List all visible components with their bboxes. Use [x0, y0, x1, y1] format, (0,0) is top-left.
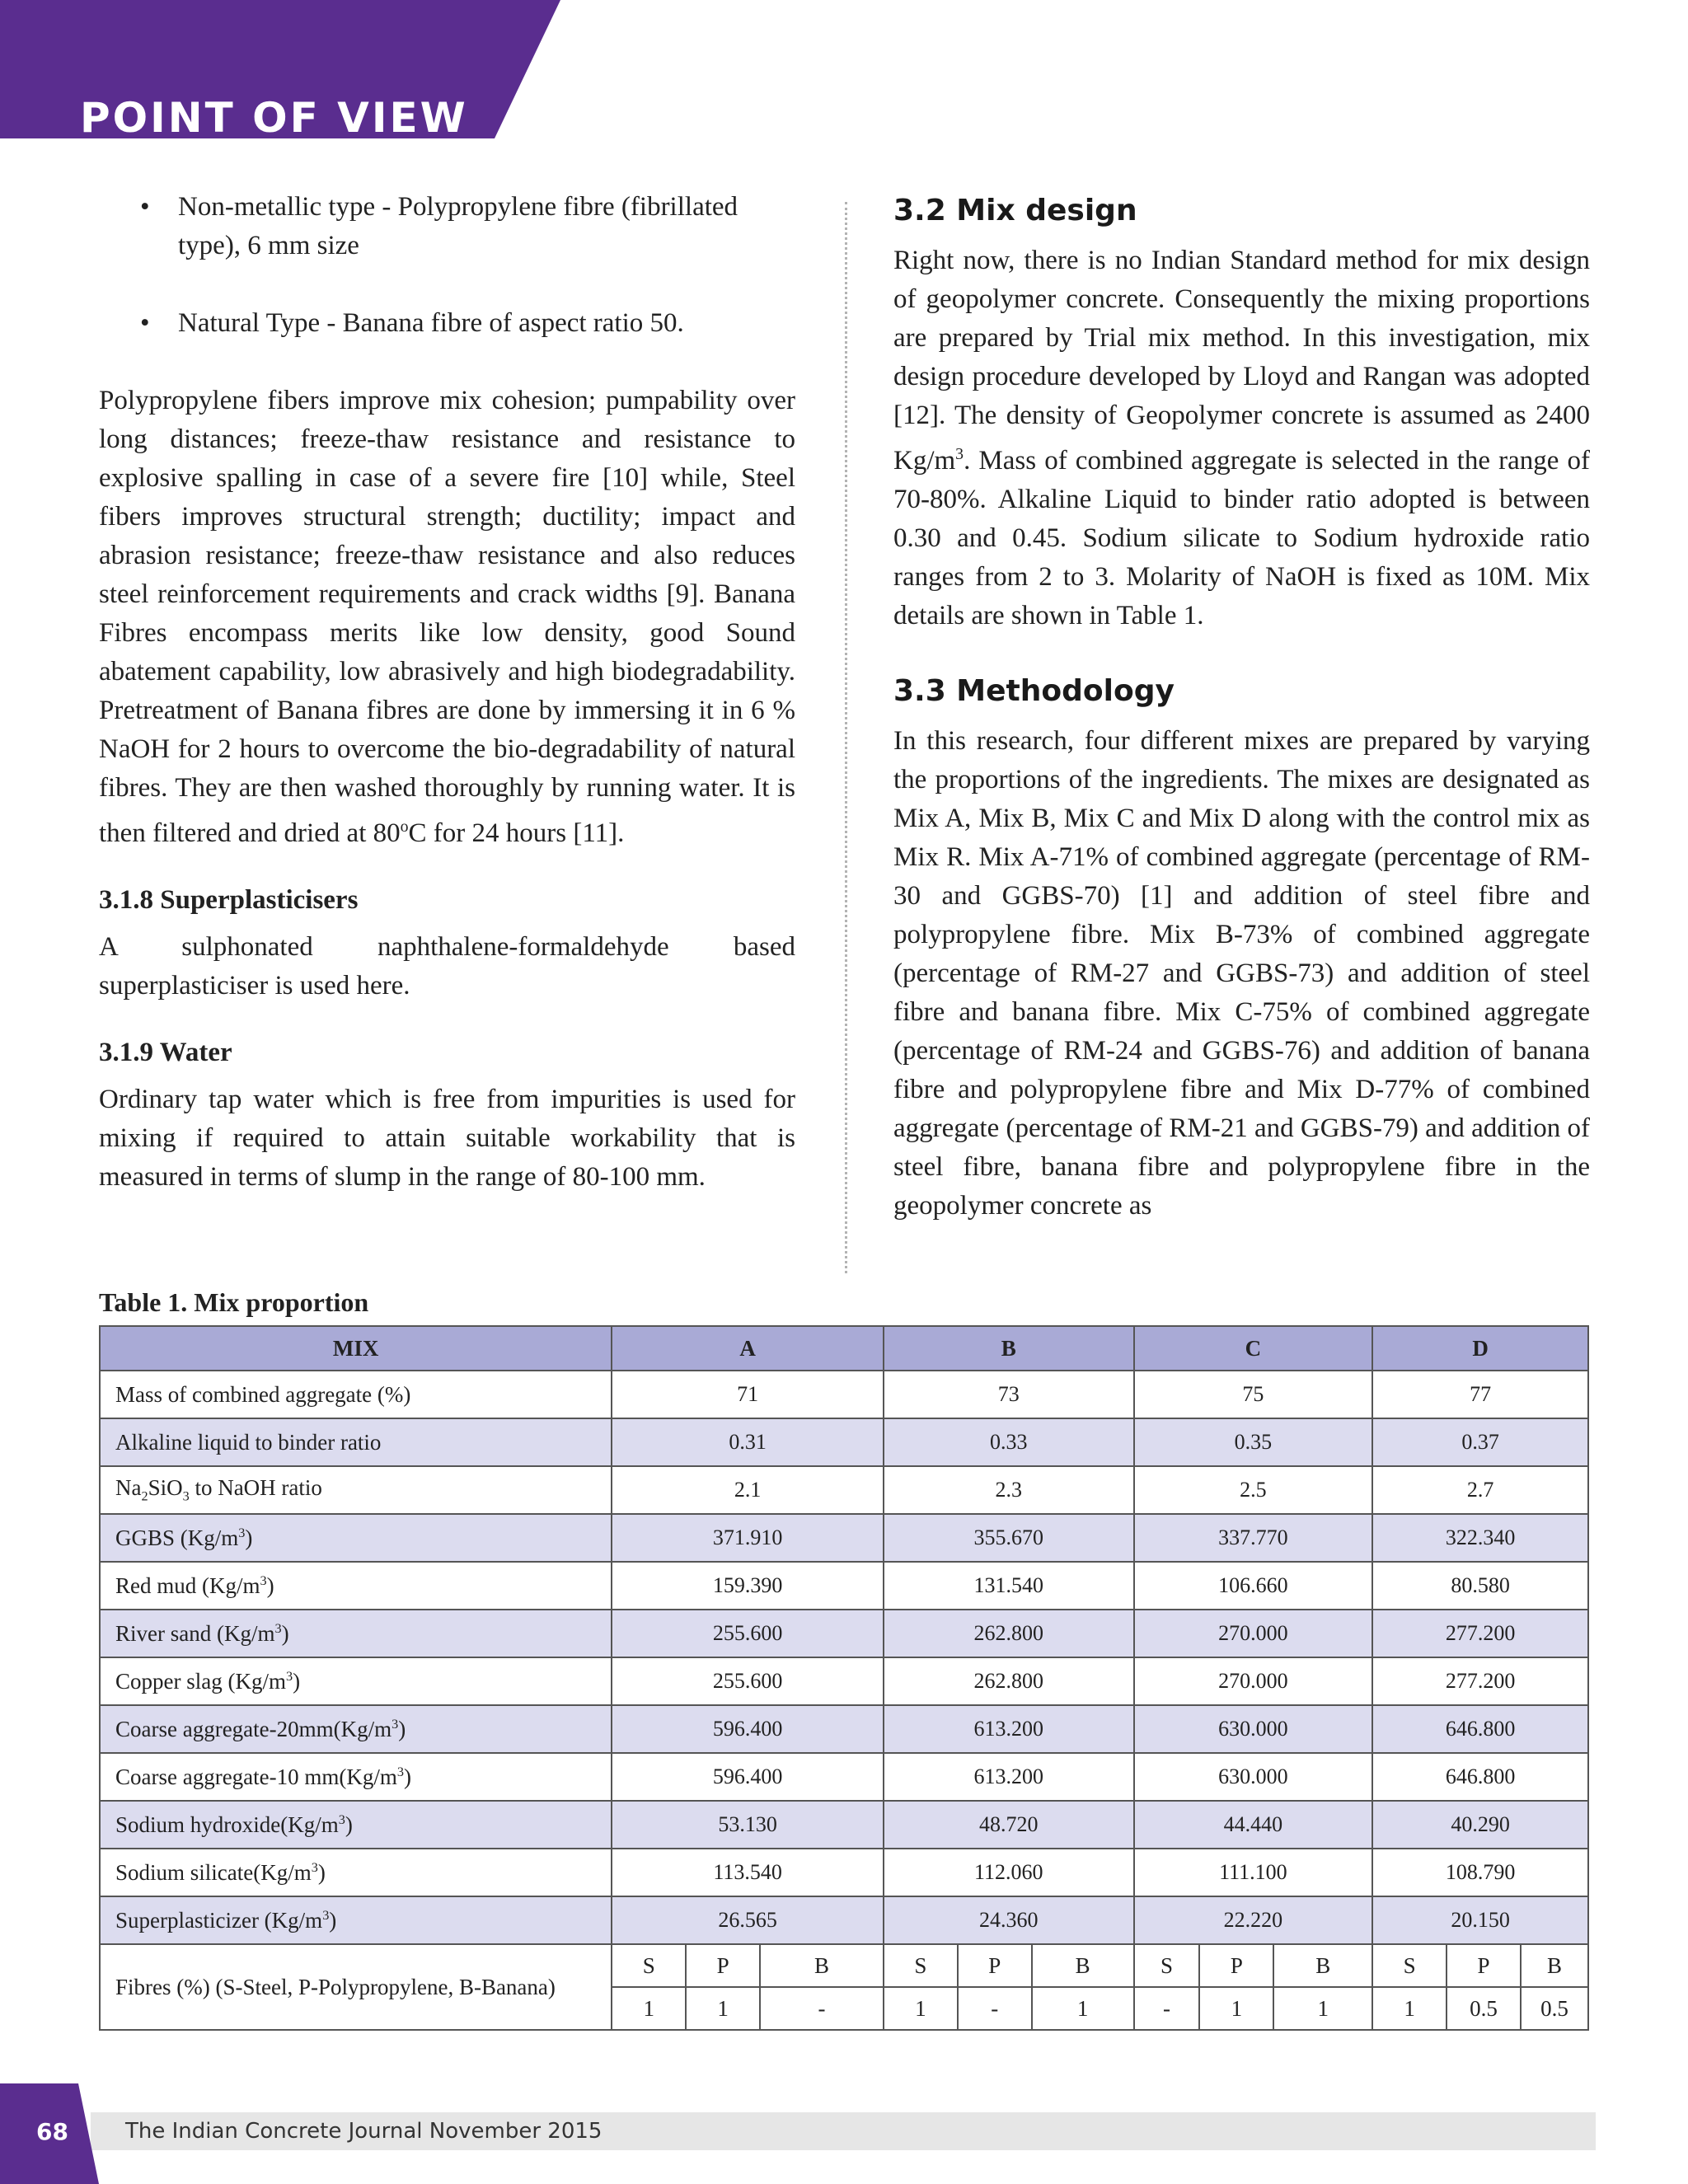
- table-header-row: [100, 1326, 1588, 1371]
- table-cell: 106.660: [1134, 1562, 1373, 1610]
- table-cell: 1: [1273, 1987, 1372, 2030]
- table-cell: 262.800: [884, 1610, 1134, 1657]
- section-title: POINT OF VIEW: [80, 97, 468, 138]
- table-cell: 113.540: [612, 1849, 884, 1896]
- table-row: [100, 1896, 1588, 1944]
- list-item: • Natural Type - Banana fibre of aspect ratio 50.: [140, 308, 684, 338]
- superplasticisers-paragraph: A sulphonated naphthalene-formaldehyde based superplasticiser is used here.: [99, 932, 795, 1001]
- table-cell: P: [1447, 1944, 1521, 1987]
- table-cell: 77: [1372, 1371, 1588, 1418]
- row-label: Copper slag $(Kg/m^3)$: [100, 1657, 612, 1705]
- table-cell: B: [1032, 1944, 1134, 1987]
- table-cell: 48.720: [884, 1801, 1134, 1849]
- table-cell: 73: [884, 1371, 1134, 1418]
- table-cell: 277.200: [1372, 1657, 1588, 1705]
- table-cell: S: [1134, 1944, 1200, 1987]
- mix-design-paragraph: Right now, there is no Indian Standard method for mix design of geopolymer concrete. Consequently the mixing proportions are prepared by Trial mix method. In this investigation, mix design procedure developed by Lloyd and Rangan was adopted [12]. The density of Geopolymer concrete is assumed as 2400 $Kg/m^3$. Mass of combined aggregate is selected in the range of 70-80%. Alkaline Liquid to binder ratio adopted is between 0.30 and 0.45. Sodium silicate to Sodium hydroxide ratio ranges from 2 to 3. Molarity of NaOH is fixed as 10M. Mix details are shown in Table 1.: [893, 246, 1590, 630]
- column-divider: [845, 202, 847, 1273]
- table-cell: 630.000: [1134, 1753, 1373, 1801]
- table-cell: 159.390: [612, 1562, 884, 1610]
- table-cell: S: [1372, 1944, 1447, 1987]
- table-cell: 0.5: [1447, 1987, 1521, 2030]
- table-cell: 371.910: [612, 1514, 884, 1562]
- table-row: [100, 1657, 1588, 1705]
- table-cell: B: [1273, 1944, 1372, 1987]
- table-cell: -: [1134, 1987, 1200, 2030]
- water-paragraph: Ordinary tap water which is free from impurities is used for mixing if required to attain suitable workability that is measured in terms of slump in the range of 80-100 mm.: [99, 1085, 795, 1192]
- table-cell: 596.400: [612, 1705, 884, 1753]
- table-cell: 1: [686, 1987, 760, 2030]
- table-cell: 2.5: [1134, 1466, 1373, 1514]
- table-row: [100, 1801, 1588, 1849]
- table-row: [100, 1371, 1588, 1418]
- fibre-head-row: [100, 1944, 1588, 1987]
- table-cell: 613.200: [884, 1705, 1134, 1753]
- table-cell: 44.440: [1134, 1801, 1373, 1849]
- table-cell: P: [1199, 1944, 1273, 1987]
- table-cell: 613.200: [884, 1753, 1134, 1801]
- table-row: [100, 1514, 1588, 1562]
- methodology-paragraph: In this research, four different mixes are prepared by varying the proportions of the ingredients. The mixes are designated as Mix A, Mix B, Mix C and Mix D along with the control mix as Mix R. Mix A-71% of combined aggregate (percentage of RM-30 and GGBS-70) [1] and addition of steel fibre and polypropylene fibre. Mix B-73% of combined aggregate (percentage of RM-27 and GGBS-73) and addition of steel fibre and banana fibre. Mix C-75% of combined aggregate (percentage of RM-24 and GGBS-76) and addition of banana fibre and polypropylene fibre and Mix D-77% of combined aggregate (percentage of RM-21 and GGBS-79) and addition of steel fibre, banana fibre and polypropylene fibre in the geopolymer concrete as: [893, 726, 1590, 1221]
- table-cell: P: [686, 1944, 760, 1987]
- table-cell: 2.3: [884, 1466, 1134, 1514]
- row-label: Red mud $(Kg/m^3)$: [100, 1562, 612, 1610]
- row-label: Mass of combined aggregate (%): [100, 1371, 612, 1418]
- table-cell: 20.150: [1372, 1896, 1588, 1944]
- table-cell: 24.360: [884, 1896, 1134, 1944]
- table-cell: -: [760, 1987, 884, 2030]
- table-cell: 40.290: [1372, 1801, 1588, 1849]
- table-cell: 337.770: [1134, 1514, 1373, 1562]
- left-column: [99, 188, 795, 1197]
- column-header: A: [612, 1326, 884, 1371]
- row-label: River sand $(Kg/m^3)$: [100, 1610, 612, 1657]
- fibre-type-list: [99, 188, 795, 343]
- table-cell: 75: [1134, 1371, 1373, 1418]
- row-label: Superplasticizer $(Kg/m^3)$: [100, 1896, 612, 1944]
- table-cell: 108.790: [1372, 1849, 1588, 1896]
- row-label: Coarse aggregate-10 $mm(Kg/m^3)$: [100, 1753, 612, 1801]
- table-cell: S: [612, 1944, 686, 1987]
- table-cell: 262.800: [884, 1657, 1134, 1705]
- fibres-label: Fibres (%) (S-Steel, P-Polypropylene, B-Banana): [100, 1944, 612, 2030]
- table-cell: 131.540: [884, 1562, 1134, 1610]
- table-cell: 322.340: [1372, 1514, 1588, 1562]
- journal-footer: The Indian Concrete Journal November 2015: [125, 2119, 603, 2144]
- fibres-paragraph: Polypropylene fibers improve mix cohesion; pumpability over long distances; freeze-thaw resistance and resistance to explosive spalling in case of a severe fire [10] while, Steel fibers improves structural strength; ductility; impact and abrasion resistance; freeze-thaw resistance and also reduces steel reinforcement requirements and crack widths [9]. Banana Fibres encompass merits like low density, good Sound abatement capability, low abrasively and high biodegradability. Pretreatment of Banana fibres are done by immersing it in 6 % NaOH for 2 hours to overcome the bio-degradability of natural fibres. They are then washed thoroughly by running water. It is then filtered and dried at 80$^o$C for 24 hours [11].: [99, 386, 795, 848]
- table-cell: 355.670: [884, 1514, 1134, 1562]
- row-label: GGBS $(Kg/m^3)$: [100, 1514, 612, 1562]
- table-row: [100, 1418, 1588, 1466]
- table-cell: 80.580: [1372, 1562, 1588, 1610]
- table-cell: 1: [1372, 1987, 1447, 2030]
- table-cell: 26.565: [612, 1896, 884, 1944]
- table-cell: 270.000: [1134, 1657, 1373, 1705]
- table-cell: 255.600: [612, 1657, 884, 1705]
- table-cell: 0.5: [1521, 1987, 1588, 2030]
- table-cell: 1: [884, 1987, 958, 2030]
- table-cell: 0.35: [1134, 1418, 1373, 1466]
- table-cell: P: [958, 1944, 1032, 1987]
- table-row: [100, 1610, 1588, 1657]
- table-cell: B: [1521, 1944, 1588, 1987]
- table-row: [100, 1705, 1588, 1753]
- table-cell: B: [760, 1944, 884, 1987]
- table-row: [100, 1849, 1588, 1896]
- table-cell: 111.100: [1134, 1849, 1373, 1896]
- table-cell: 1: [612, 1987, 686, 2030]
- table-cell: 255.600: [612, 1610, 884, 1657]
- page-number: 68: [36, 2118, 68, 2145]
- row-label: Sodium $silicate(Kg/m^3)$: [100, 1849, 612, 1896]
- mix-proportion-table: [99, 1325, 1589, 2031]
- table-cell: 1: [1199, 1987, 1273, 2030]
- table-cell: 0.37: [1372, 1418, 1588, 1466]
- row-label: $Na_2SiO_3$ to NaOH ratio: [100, 1466, 612, 1514]
- table-cell: 630.000: [1134, 1705, 1373, 1753]
- heading-superplasticisers: 3.1.8 Superplasticisers: [99, 885, 359, 915]
- column-header: MIX: [100, 1326, 612, 1371]
- table-cell: 596.400: [612, 1753, 884, 1801]
- table-cell: -: [958, 1987, 1032, 2030]
- heading-water: 3.1.9 Water: [99, 1038, 232, 1067]
- table-cell: 2.1: [612, 1466, 884, 1514]
- table-cell: 646.800: [1372, 1705, 1588, 1753]
- heading-mix-design: 3.2 Mix design: [893, 194, 1137, 227]
- table-cell: 646.800: [1372, 1753, 1588, 1801]
- column-header: B: [884, 1326, 1134, 1371]
- right-column: [893, 188, 1590, 1226]
- row-label: Coarse aggregate-$20mm(Kg/m^3)$: [100, 1705, 612, 1753]
- table-row: [100, 1466, 1588, 1514]
- table-row: [100, 1562, 1588, 1610]
- table-cell: 270.000: [1134, 1610, 1373, 1657]
- table-caption: Table 1. Mix proportion: [99, 1287, 369, 1317]
- list-item: • Non-metallic type - Polypropylene fibre (fibrillated type), 6 mm size: [140, 192, 738, 260]
- table-cell: 22.220: [1134, 1896, 1373, 1944]
- table-cell: S: [884, 1944, 958, 1987]
- table-cell: 0.31: [612, 1418, 884, 1466]
- row-label: Sodium $hydroxide(Kg/m^3)$: [100, 1801, 612, 1849]
- table-row: [100, 1753, 1588, 1801]
- column-header: C: [1134, 1326, 1373, 1371]
- table-cell: 277.200: [1372, 1610, 1588, 1657]
- table-cell: 2.7: [1372, 1466, 1588, 1514]
- column-header: D: [1372, 1326, 1588, 1371]
- table-cell: 0.33: [884, 1418, 1134, 1466]
- table-cell: 1: [1032, 1987, 1134, 2030]
- table-cell: 71: [612, 1371, 884, 1418]
- heading-methodology: 3.3 Methodology: [893, 674, 1175, 708]
- table-cell: 112.060: [884, 1849, 1134, 1896]
- table-cell: 53.130: [612, 1801, 884, 1849]
- row-label: Alkaline liquid to binder ratio: [100, 1418, 612, 1466]
